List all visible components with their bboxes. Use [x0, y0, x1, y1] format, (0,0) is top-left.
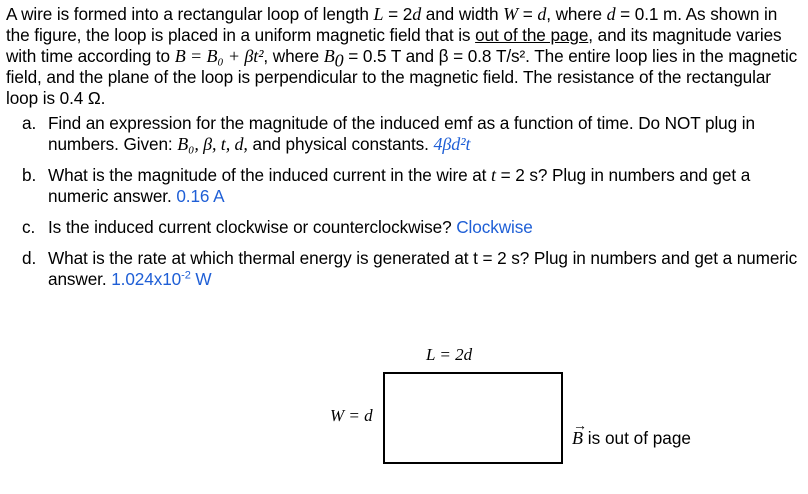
problem-statement [6, 4, 802, 109]
var-d: d [537, 4, 547, 24]
subscript-zero: 0 [334, 50, 344, 71]
intro-text-3: , where [546, 4, 607, 24]
field-formula: B = B₀ + βt² [174, 46, 264, 66]
question-text: = 2 s? Plug in numbers and get a numeric answer. [48, 165, 751, 206]
out-of-page-text: out of the page [475, 25, 589, 45]
answer-d-unit: W [190, 269, 212, 289]
width-label: W = d [330, 406, 373, 425]
answer-c: Clockwise [456, 217, 533, 237]
length-label: L = 2d [426, 345, 473, 364]
field-direction-text: is out of page [583, 428, 691, 448]
intro-text-7: = 0.5 T and β = 0.8 T/s². The entire loop lies in the magnetic field, and the plane of the loop is perpendicular to the magnetic field. The resistance of the rectangular loop is 0.4 Ω. [6, 46, 798, 108]
question-b [6, 165, 802, 207]
question-list [6, 113, 802, 290]
question-text: What is the rate at which thermal energy is generated at t = 2 s? Plug in numbers and get a numeric answer. [48, 248, 798, 289]
question-marker: d. [22, 248, 37, 268]
problem-page [6, 4, 802, 300]
var-W: W [503, 4, 519, 24]
question-text: What is the magnitude of the induced current in the wire at [48, 165, 492, 185]
answer-a: 4βd²t [433, 134, 471, 154]
intro-text-6: , where [263, 46, 324, 66]
var-d: d [606, 4, 616, 24]
var-d: d [412, 4, 422, 24]
question-text: and physical constants. [247, 134, 434, 154]
eq-W: = [518, 4, 538, 24]
intro-text-2: and width [421, 4, 504, 24]
question-marker: a. [22, 113, 37, 133]
question-marker: b. [22, 165, 37, 185]
answer-d [111, 269, 211, 289]
var-B0: B [323, 46, 335, 66]
question-text: Find an expression for the magnitude of the induced emf as a function of time. Do NOT plug in numbers. Given: [48, 113, 755, 154]
question-c [6, 217, 802, 238]
question-a [6, 113, 802, 155]
question-marker: c. [22, 217, 36, 237]
answer-d-base: 1.024x10 [111, 269, 182, 289]
vector-arrow-icon: → [573, 419, 587, 434]
question-text: Is the induced current clockwise or counterclockwise? [48, 217, 457, 237]
question-d [6, 248, 802, 290]
intro-text-4: = 0.1 m. As shown in the figure, the loop is placed in a uniform magnetic field that is [6, 4, 778, 45]
intro-text-5: , and its magnitude varies with time according to [6, 25, 782, 66]
field-symbol: B [572, 428, 583, 448]
rectangular-loop [383, 372, 563, 464]
answer-d-exponent: -2 [181, 269, 191, 282]
eq-L: = 2 [383, 4, 413, 24]
given-variables: B₀, β, t, d, [177, 134, 248, 154]
var-L: L [373, 4, 384, 24]
answer-b: 0.16 A [176, 186, 225, 206]
var-t: t [491, 165, 496, 185]
intro-text-1: A wire is formed into a rectangular loop of length [6, 4, 374, 24]
field-vector-symbol [572, 419, 587, 448]
field-direction-label [572, 419, 691, 449]
